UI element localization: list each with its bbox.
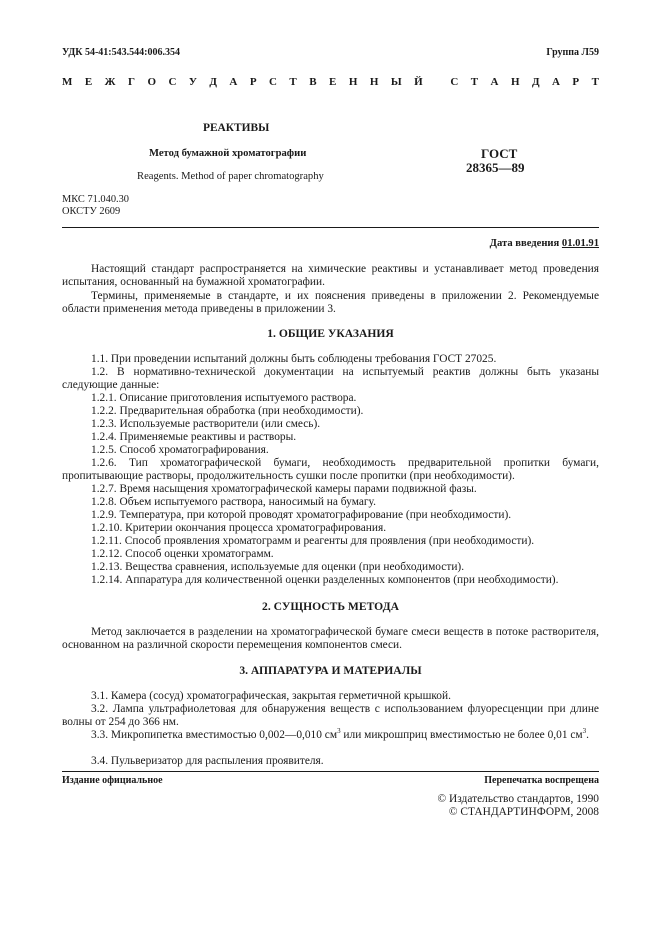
- clause-1-2: 1.2. В нормативно-технической документации на испытуемый реактив должны быть указаны следующие данные:: [62, 366, 599, 391]
- superscript: 3: [582, 727, 587, 736]
- banner-letter: С: [450, 76, 459, 88]
- banner-letter: Р: [249, 76, 257, 88]
- udk-code: УДК 54-41:543.544:006.354: [62, 47, 180, 58]
- banner-letter: Ы: [390, 76, 402, 88]
- list-item: 1.2.5. Способ хроматографирования.: [91, 444, 269, 456]
- clause-3-3-text-b: или микрошприц вместимостью не более 0,01 см: [340, 729, 583, 741]
- list-item: 1.2.7. Время насыщения хроматографической камеры парами подвижной фазы.: [91, 483, 477, 495]
- list-item: 1.2.8. Объем испытуемого раствора, наносимый на бумагу.: [91, 496, 376, 508]
- clause-3-3-end: .: [586, 729, 589, 741]
- banner-letter: Ж: [104, 76, 116, 88]
- banner-letter: Г: [127, 76, 135, 88]
- banner-letter: Е: [84, 76, 93, 88]
- list-item: 1.2.11. Способ проявления хроматограмм и реагенты для проявления (при необходимости).: [91, 535, 535, 547]
- banner-letter: А: [229, 76, 238, 88]
- divider: [62, 227, 599, 228]
- banner-letter: Н: [348, 76, 358, 88]
- reprint-note: Перепечатка воспрещена: [484, 775, 599, 786]
- banner-letter: Р: [572, 76, 580, 88]
- list-item: 1.2.14. Аппаратура для количественной оценки разделенных компонентов (при необходимости).: [91, 574, 559, 586]
- banner-letter: В: [309, 76, 317, 88]
- standard-banner: [62, 76, 599, 88]
- mks-code: МКС 71.040.30: [62, 194, 130, 205]
- method-title: Метод бумажной хроматографии: [149, 148, 307, 159]
- banner-letter: Й: [414, 76, 423, 88]
- intro-paragraph: Термины, применяемые в стандарте, и их пояснения приведены в приложении 2. Рекомендуемые области применения метода приведены в приложении 3.: [62, 290, 599, 315]
- list-item: 1.2.4. Применяемые реактивы и растворы.: [91, 431, 297, 443]
- list-item: 1.2.1. Описание приготовления испытуемого раствора.: [91, 392, 357, 404]
- intro-date: [490, 238, 599, 249]
- banner-letter: [435, 76, 438, 88]
- superscript: 3: [337, 727, 341, 736]
- english-title: Reagents. Method of paper chromatography: [137, 171, 324, 182]
- banner-letter: Д: [209, 76, 217, 88]
- document-title: РЕАКТИВЫ: [203, 122, 270, 134]
- list-item: 1.2.10. Критерии окончания процесса хроматографирования.: [91, 522, 387, 534]
- intro-date-value: 01.01.91: [561, 238, 599, 249]
- banner-letter: С: [269, 76, 277, 88]
- banner-letter: Т: [591, 76, 599, 88]
- list-item: 1.2.3. Используемые растворители (или смесь).: [91, 418, 321, 430]
- clause-3-3: [62, 729, 599, 742]
- section-heading: 2. СУЩНОСТЬ МЕТОДА: [262, 600, 399, 613]
- banner-letter: У: [188, 76, 197, 88]
- clause-3-3-text-a: 3.3. Микропипетка вместимостью 0,002—0,010 см: [91, 729, 338, 741]
- banner-letter: Н: [510, 76, 520, 88]
- list-item: 1.2.2. Предварительная обработка (при необходимости).: [91, 405, 364, 417]
- clause-3-2: 3.2. Лампа ультрафиолетовая для обнаружения веществ с использованием флуоресценции при длине волны от 254 до 366 нм.: [62, 703, 599, 728]
- list-item: 1.2.13. Вещества сравнения, используемые для оценки (при необходимости).: [91, 561, 465, 573]
- clause-3-1: 3.1. Камера (сосуд) хроматографическая, закрытая герметичной крышкой.: [91, 690, 451, 702]
- banner-letter: М: [62, 76, 73, 88]
- banner-letter: А: [551, 76, 560, 88]
- list-item: 1.2.9. Температура, при которой проводят хроматографирование (при необходимости).: [91, 509, 512, 521]
- intro-date-label: Дата введения: [489, 238, 560, 249]
- banner-letter: Д: [531, 76, 540, 88]
- group-code: Группа Л59: [546, 47, 599, 58]
- banner-letter: Т: [470, 76, 479, 88]
- banner-letter: А: [490, 76, 499, 88]
- clause-1-1: 1.1. При проведении испытаний должны быть соблюдены требования ГОСТ 27025.: [91, 353, 497, 365]
- banner-letter: С: [168, 76, 177, 88]
- section-heading: 1. ОБЩИЕ УКАЗАНИЯ: [267, 327, 394, 340]
- banner-letter: Н: [369, 76, 379, 88]
- gost-number: 28365—89: [466, 160, 525, 175]
- footer-divider: [62, 771, 599, 772]
- intro-paragraph: Настоящий стандарт распространяется на химические реактивы и устанавливает метод проведения испытания, основанный на бумажной хроматографии.: [62, 263, 599, 288]
- copyright-line: © Издательство стандартов, 1990: [437, 793, 599, 805]
- clause-1-2-6: 1.2.6. Тип хроматографической бумаги, необходимость предварительной пропитки бумаги, пропитывающие растворы, продолжительность сушки после пропитки (при необходимости).: [62, 457, 599, 482]
- banner-letter: Е: [329, 76, 337, 88]
- banner-letter: О: [147, 76, 156, 88]
- gost-label: ГОСТ: [481, 146, 518, 161]
- banner-letter: Т: [289, 76, 297, 88]
- clause-3-4: 3.4. Пульверизатор для распыления проявителя.: [91, 755, 324, 767]
- okstu-code: ОКСТУ 2609: [62, 206, 121, 217]
- section-2-text: Метод заключается в разделении на хроматографической бумаге смеси веществ в потоке растворителя, основанном на различной скорости перемещения компонентов смеси.: [62, 626, 599, 651]
- list-item: 1.2.12. Способ оценки хроматограмм.: [91, 548, 274, 560]
- copyright-line: © СТАНДАРТИНФОРМ, 2008: [448, 806, 599, 818]
- edition-note: Издание официальное: [62, 775, 163, 786]
- section-heading: 3. АППАРАТУРА И МАТЕРИАЛЫ: [239, 664, 422, 677]
